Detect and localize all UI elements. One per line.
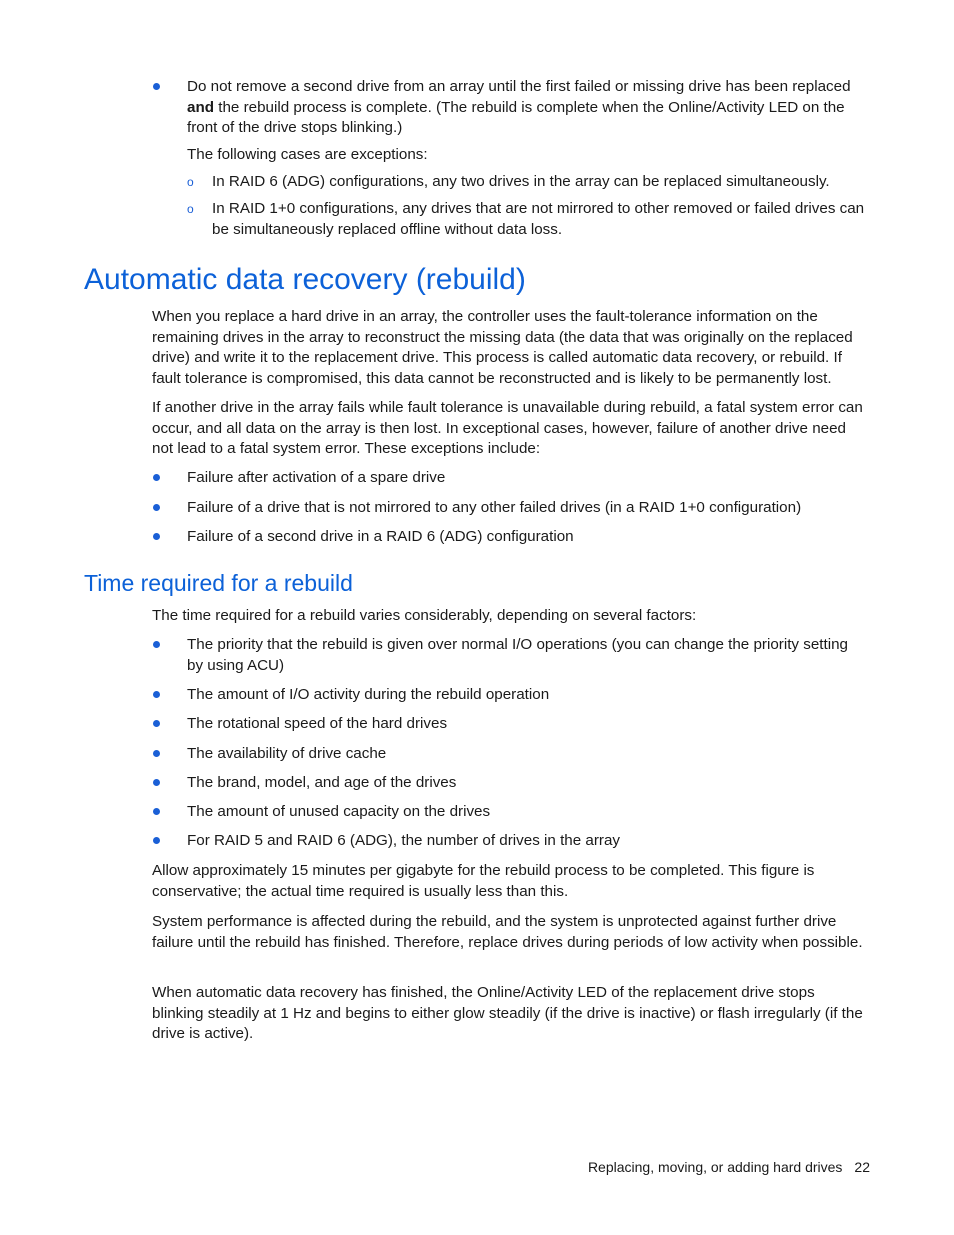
exceptions-intro: The following cases are exceptions: xyxy=(187,146,428,163)
list-item: Failure of a second drive in a RAID 6 (ADG) configuration xyxy=(152,527,868,548)
list-item: Failure after activation of a spare drive xyxy=(152,468,868,489)
bullet-icon xyxy=(152,831,187,852)
paragraph: System performance is affected during the rebuild, and the system is unprotected against further drive failure until the rebuild has finished. Therefore, replace drives during periods of low activity when possible. xyxy=(152,913,863,951)
bullet-icon xyxy=(152,685,187,706)
sub-list-item: o In RAID 6 (ADG) configurations, any two drives in the array can be replaced simultaneously. xyxy=(187,172,867,193)
bullet-icon xyxy=(152,773,187,794)
bullet-icon xyxy=(152,468,187,489)
list-item: The brand, model, and age of the drives xyxy=(152,773,868,794)
bullet-icon xyxy=(152,527,187,548)
bullet-icon xyxy=(152,635,187,676)
paragraph: When automatic data recovery has finished, the Online/Activity LED of the replacement drive stops blinking steadily at 1 Hz and begins to either glow steadily (if the drive is inactive) or flash irregularly (if the drive is active). xyxy=(152,984,863,1042)
list-item: The availability of drive cache xyxy=(152,744,868,765)
footer-chapter-title: Replacing, moving, or adding hard drives xyxy=(587,1159,843,1175)
list-item: The amount of unused capacity on the drives xyxy=(152,802,868,823)
list-item: The rotational speed of the hard drives xyxy=(152,714,868,735)
list-item: The priority that the rebuild is given over normal I/O operations (you can change the priority setting by using ACU) xyxy=(152,635,868,676)
bold-text: and xyxy=(187,98,215,116)
list-item: The amount of I/O activity during the rebuild operation xyxy=(152,685,868,706)
circle-bullet-icon: o xyxy=(187,202,194,216)
paragraph: When you replace a hard drive in an array, the controller uses the fault-tolerance information on the remaining drives in the array to reconstruct the missing data (the data that was originally on the replaced drive) and write it to the replacement drive. This process is called automatic data recovery, or rebuild. If fault tolerance is compromised, this data cannot be reconstructed and is likely to be permanently lost. xyxy=(152,308,853,387)
bullet-icon xyxy=(152,744,187,765)
paragraph: If another drive in the array fails while fault tolerance is unavailable during rebuild, a fatal system error can occur, and all data on the array is then lost. In exceptional cases, however, failure of another drive need not lead to a fatal system error. These exceptions include: xyxy=(152,399,863,457)
list-item: For RAID 5 and RAID 6 (ADG), the number of drives in the array xyxy=(152,831,868,852)
paragraph: Allow approximately 15 minutes per gigabyte for the rebuild process to be completed. This figure is conservative; the actual time required is usually less than this. xyxy=(152,862,815,900)
bullet-text: Do not remove a second drive from an array until the first failed or missing drive has been replaced and the rebuild process is complete. (The rebuild is complete when the Online/Activity LED on the front of the drive stops blinking.) xyxy=(187,78,851,136)
list-item xyxy=(152,77,868,139)
bullet-icon xyxy=(152,498,187,519)
bullet-icon xyxy=(152,714,187,735)
page-number: 22 xyxy=(854,1159,870,1175)
subsection-heading: Time required for a rebuild xyxy=(84,570,353,596)
list-item: Failure of a drive that is not mirrored to any other failed drives (in a RAID 1+0 configuration) xyxy=(152,498,868,519)
sub-list-item: o In RAID 1+0 configurations, any drives that are not mirrored to other removed or failed drives can be simultaneously replaced offline without data loss. xyxy=(187,199,867,240)
section-heading: Automatic data recovery (rebuild) xyxy=(84,263,526,296)
bullet-icon xyxy=(152,77,187,139)
bullet-icon xyxy=(152,802,187,823)
page-footer xyxy=(560,1157,870,1177)
paragraph: The time required for a rebuild varies considerably, depending on several factors: xyxy=(152,607,697,624)
circle-bullet-icon: o xyxy=(187,175,194,189)
